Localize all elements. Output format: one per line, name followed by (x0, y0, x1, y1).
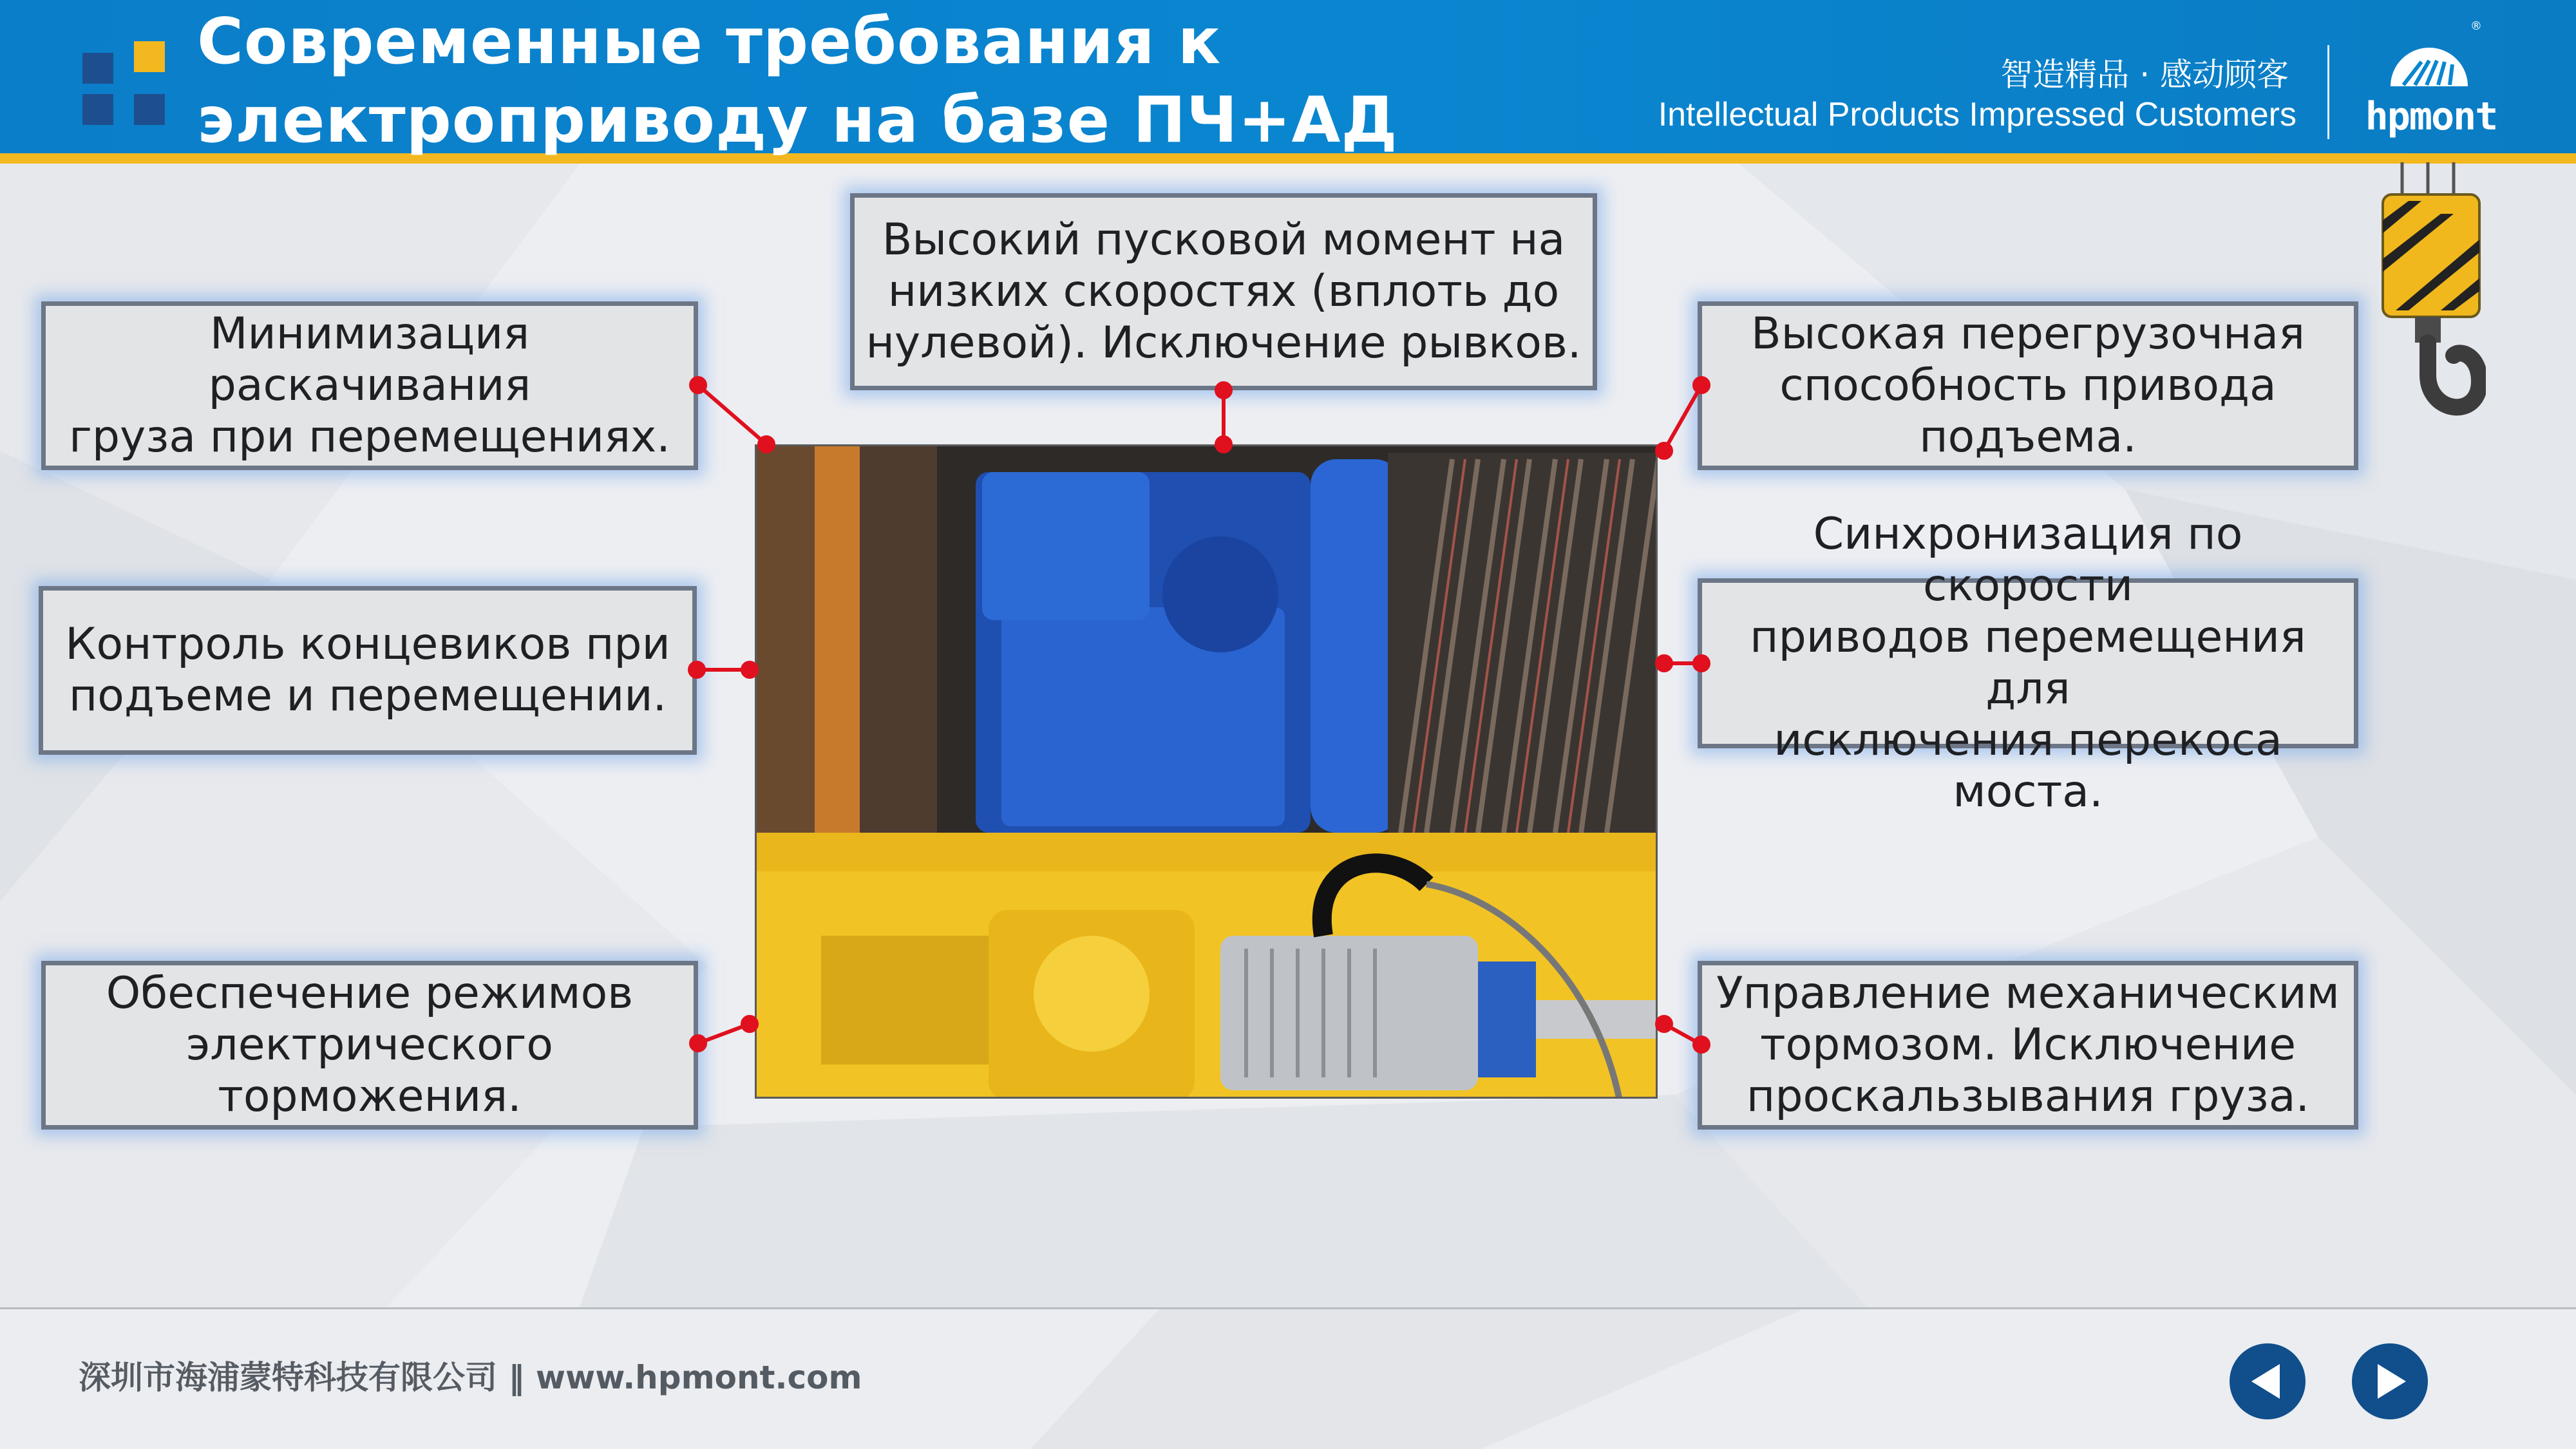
arrow-left-icon (2230, 1343, 2306, 1419)
slogan-chinese: 智造精品 · 感动顾客 (2000, 56, 2289, 93)
crane-hook-icon (2370, 162, 2486, 446)
arrow-right-icon (2352, 1343, 2428, 1419)
previous-slide-button[interactable] (2230, 1343, 2306, 1419)
page-title (197, 3, 1421, 160)
requirement-box-sway-minimization (41, 301, 698, 470)
box-text-line: Минимизация раскачивания (208, 308, 531, 411)
page-title-line2: электроприводу на базе ПЧ+АД (197, 84, 1398, 157)
requirement-box-starting-torque (850, 193, 1597, 390)
box-text-line: груза при перемещениях. (69, 412, 670, 462)
box-text-line: нулевой). Исключение рывков. (866, 317, 1582, 368)
box-text-line: подъеме и перемещении. (68, 670, 667, 721)
box-text-line: способность привода (1779, 360, 2277, 411)
box-text-line: электрического торможения. (185, 1019, 554, 1122)
box-text-line: подъема. (1919, 412, 2137, 462)
box-text-line: низких скоростях (вплоть до (887, 266, 1560, 317)
box-text-line: Высокая перегрузочная (1751, 308, 2305, 359)
box-text-line: Синхронизация по скорости (1813, 509, 2243, 611)
requirement-box-mechanical-brake (1698, 961, 2358, 1130)
header-divider (2327, 45, 2329, 139)
box-text-line: Контроль концевиков при (65, 619, 670, 670)
requirement-box-overload-capacity (1698, 301, 2358, 470)
footer-company-info: 深圳市海浦蒙特科技有限公司 ‖ www.hpmont.com (79, 1359, 862, 1396)
logo-squares-icon (82, 41, 166, 125)
next-slide-button[interactable] (2352, 1343, 2428, 1419)
box-text-line: тормозом. Исключение (1759, 1019, 2297, 1070)
box-text-line: Высокий пусковой момент на (882, 214, 1566, 265)
box-text-line: приводов перемещения для (1750, 612, 2306, 714)
requirement-box-electric-braking (41, 961, 698, 1130)
box-text-line: проскальзывания груза. (1746, 1071, 2310, 1122)
page-title-line1: Современные требования к (197, 5, 1222, 79)
requirement-box-limit-switches (39, 586, 697, 755)
box-text-line: исключения перекоса моста. (1774, 715, 2282, 817)
requirement-box-speed-sync (1698, 509, 2358, 817)
box-text-line: Управление механическим (1716, 968, 2340, 1019)
slogan-english: Intellectual Products Impressed Customers (1658, 96, 2297, 133)
registered-mark: ® (2470, 19, 2482, 33)
brand-name: hpmont (2365, 94, 2497, 139)
box-text-line: Обеспечение режимов (106, 968, 634, 1019)
footer-divider (0, 1307, 2576, 1309)
winch-photo (755, 444, 1658, 1099)
